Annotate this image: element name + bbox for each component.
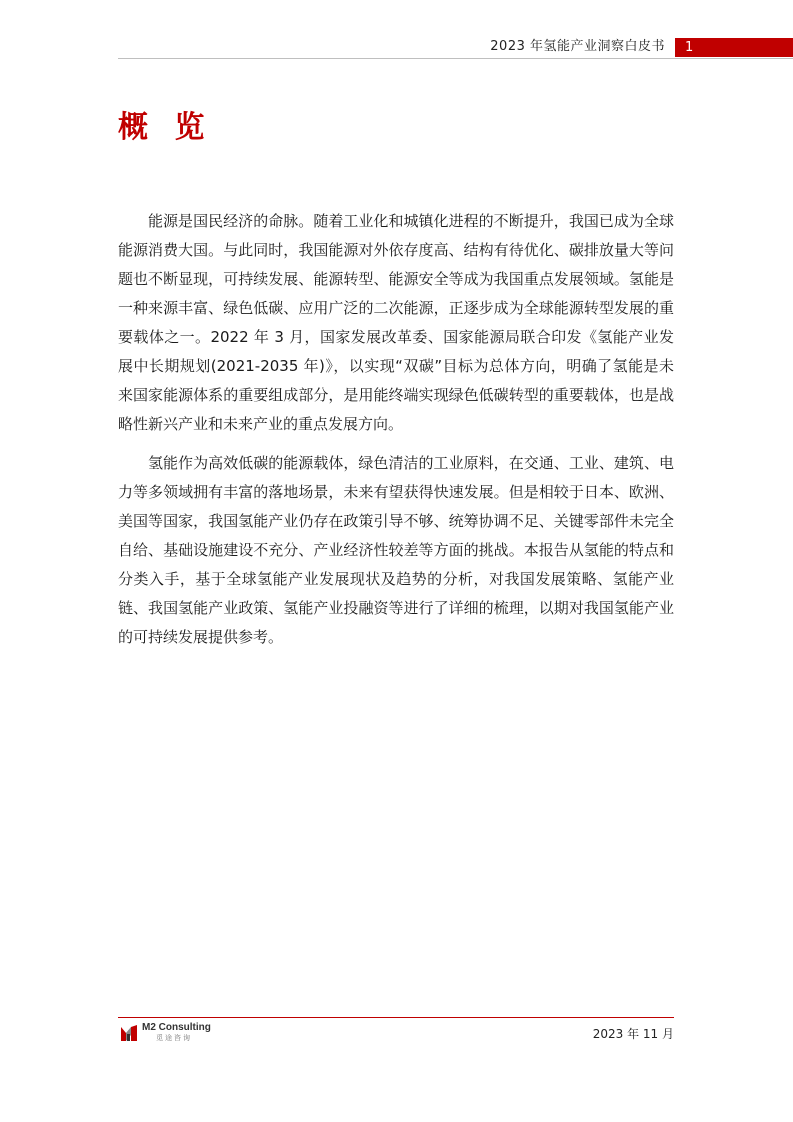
body-text (118, 207, 674, 662)
publish-date: 2023 年 11 月 (592, 1027, 674, 1041)
logo-chinese-name: 觅途咨询 (156, 1034, 192, 1042)
company-logo (120, 1023, 211, 1043)
m2-logo-icon (120, 1024, 138, 1042)
header-title: 2023 年氢能产业洞察白皮书 (490, 39, 665, 54)
logo-english-name: M2 Consulting (142, 1022, 211, 1033)
page-title: 概 览 (118, 110, 213, 145)
paragraph: 能源是国民经济的命脉。随着工业化和城镇化进程的不断提升，我国已成为全球能源消费大国。与此同时，我国能源对外依存度高、结构有待优化、碳排放量大等问题也不断显现，可持续发展、能源转型、能源安全等成为我国重点发展领域。氢能是一种来源丰富、绿色低碳、应用广泛的二次能源，正逐步成为全球能源转型发展的重要载体之一。2022 年 3 月，国家发展改革委、国家能源局联合印发《氢能产业发展中长期规划(2021-2035 年)》，以实现“双碳”目标为总体方向，明确了氢能是未来国家能源体系的重要组成部分，是用能终端实现绿色低碳转型的重要载体，也是战略性新兴产业和未来产业的重点发展方向。 (118, 212, 674, 433)
paragraph: 氢能作为高效低碳的能源载体，绿色清洁的工业原料，在交通、工业、建筑、电力等多领域拥有丰富的落地场景，未来有望获得快速发展。但是相较于日本、欧洲、美国等国家，我国氢能产业仍存在政策引导不够、统筹协调不足、关键零部件未完全自给、基础设施建设不充分、产业经济性较差等方面的挑战。本报告从氢能的特点和分类入手，基于全球氢能产业发展现状及趋势的分析，对我国发展策略、氢能产业链、我国氢能产业政策、氢能产业投融资等进行了详细的梳理，以期对我国氢能产业的可持续发展提供参考。 (118, 454, 674, 646)
footer-divider (118, 1017, 674, 1018)
page-number-badge: 1 (675, 38, 793, 57)
header-divider (118, 58, 793, 59)
